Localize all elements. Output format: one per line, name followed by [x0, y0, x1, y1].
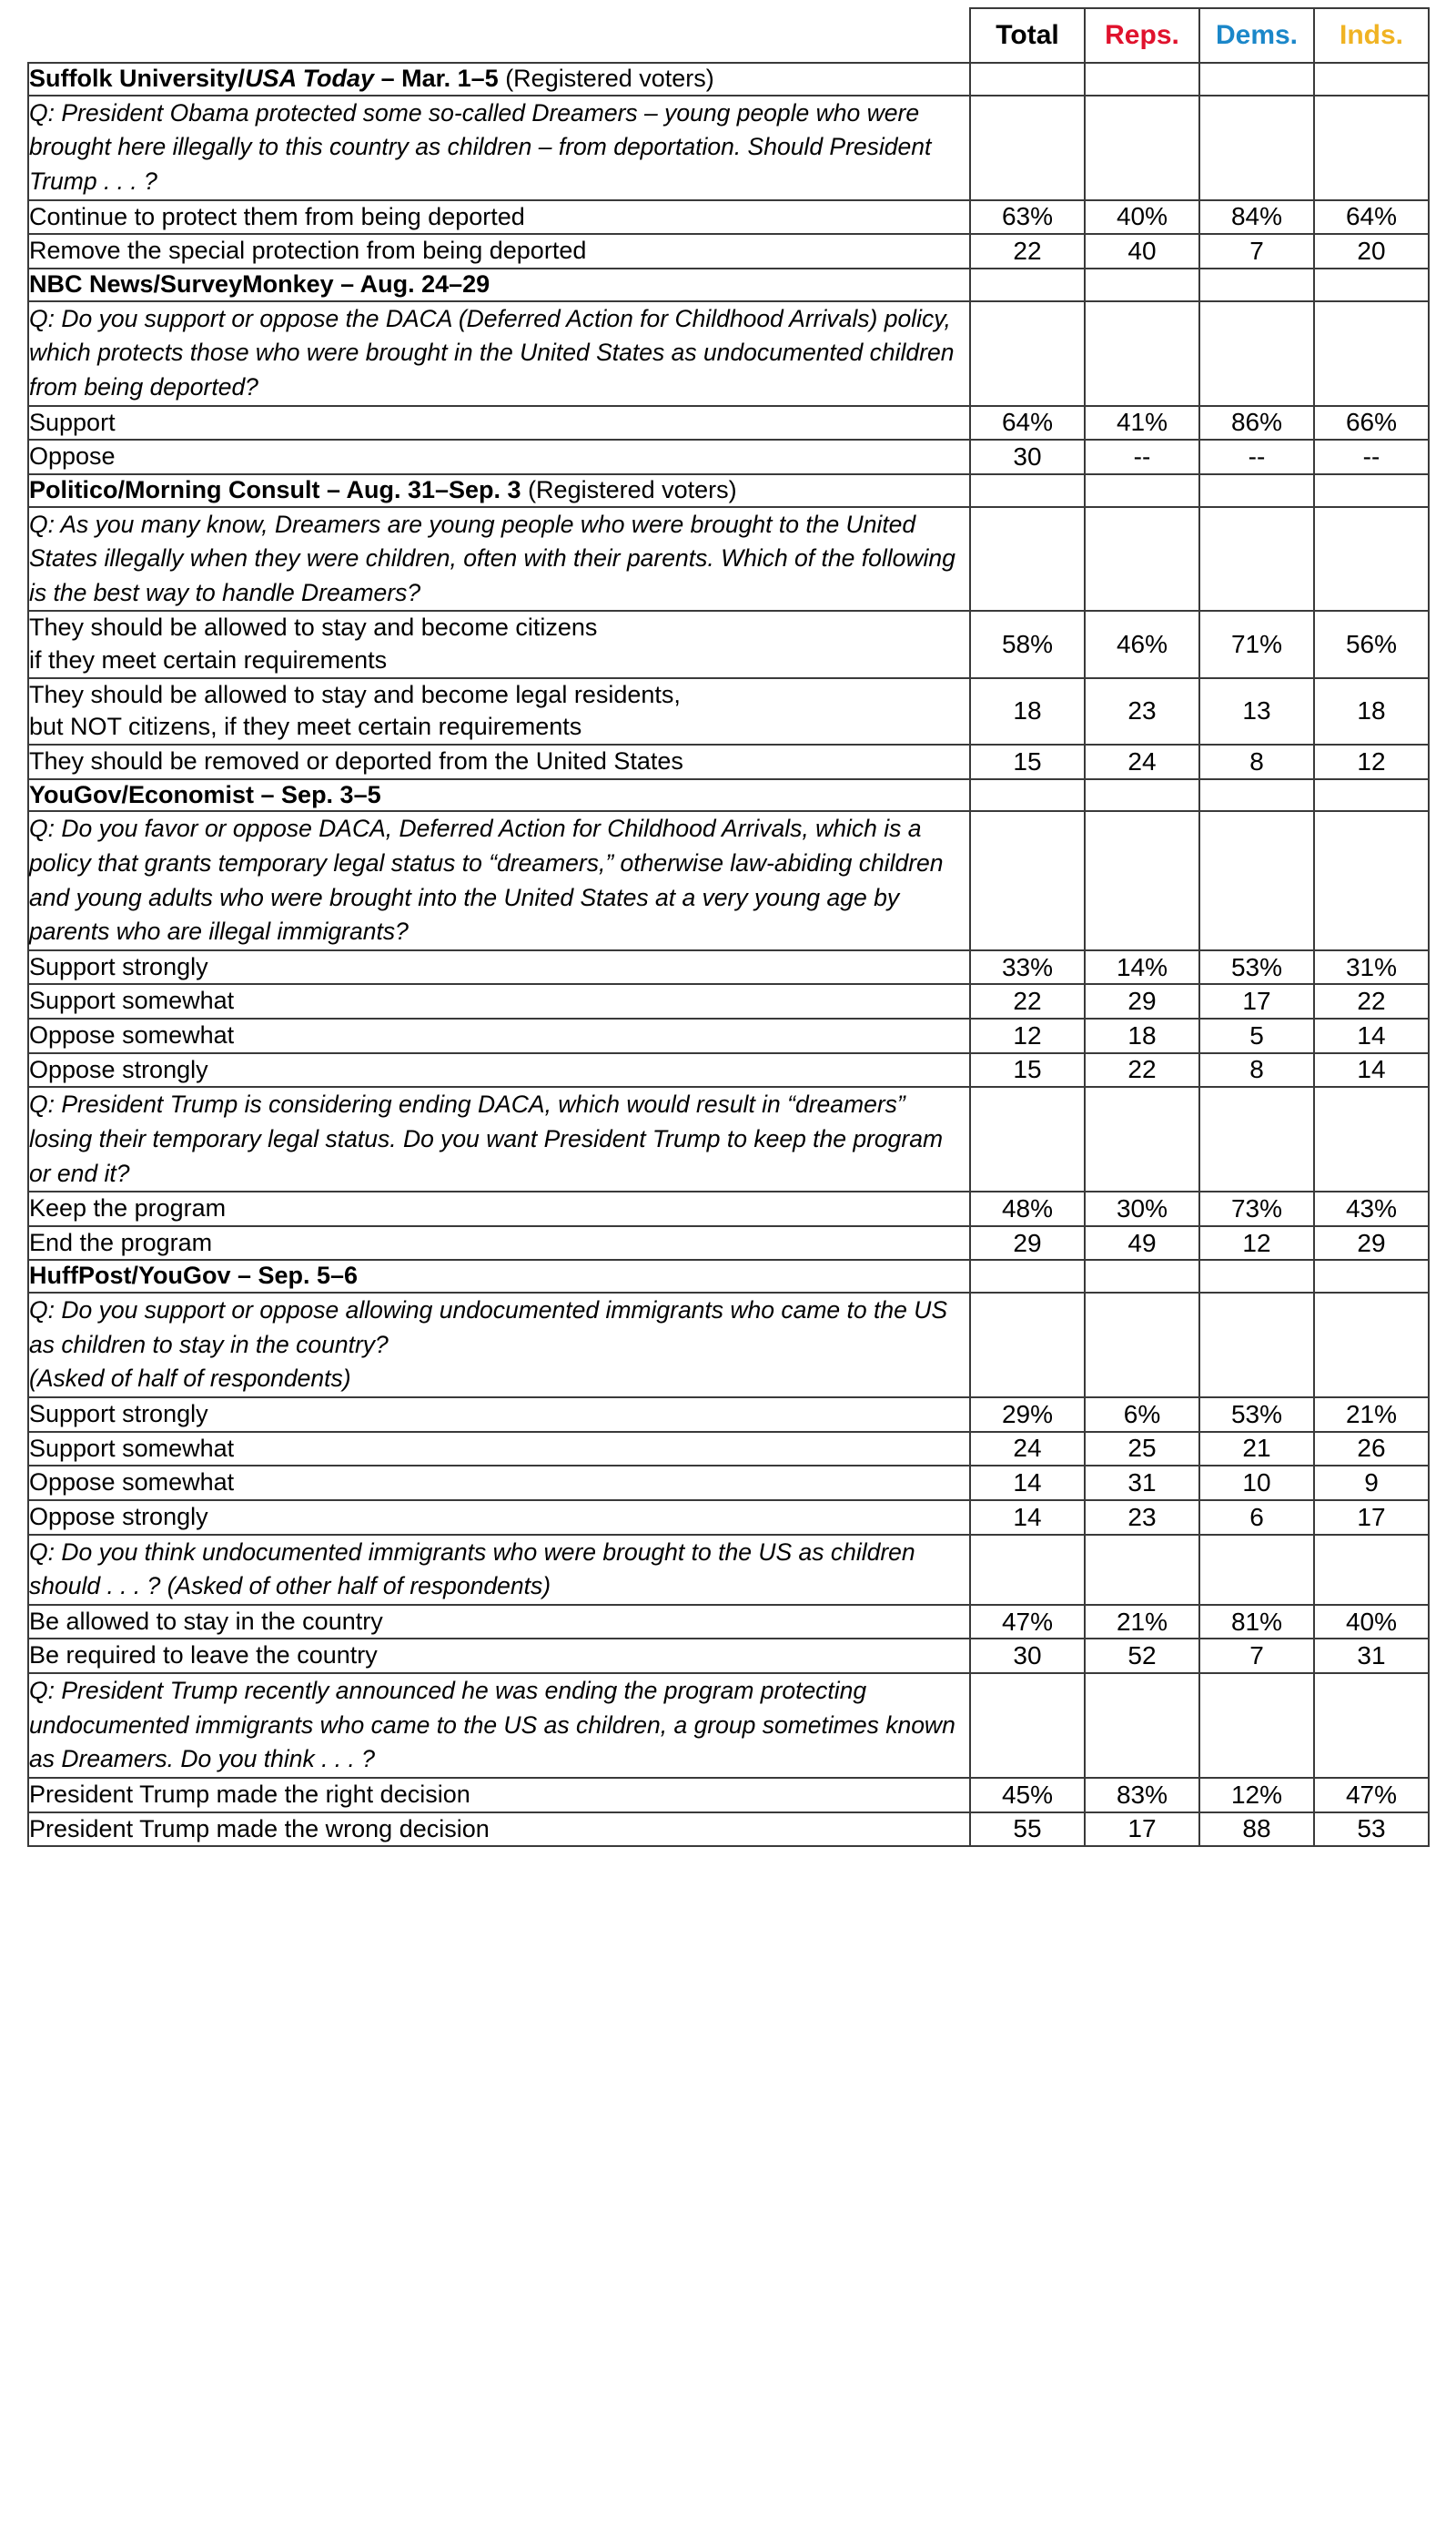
pollster-sample-note: (Registered voters): [498, 65, 714, 92]
question-empty-cell: [1199, 1673, 1314, 1778]
value-reps: 23: [1085, 678, 1199, 745]
value-total: 12: [970, 1019, 1085, 1053]
value-reps: 40%: [1085, 200, 1199, 235]
value-dems: 5: [1199, 1019, 1314, 1053]
value-inds: 47%: [1314, 1778, 1429, 1812]
question-empty-cell: [1314, 96, 1429, 200]
value-inds: 31: [1314, 1639, 1429, 1673]
pollster-section-empty-cell: [1314, 779, 1429, 812]
question-empty-cell: [1199, 301, 1314, 406]
answer-label: Oppose somewhat: [28, 1019, 970, 1053]
value-reps: 40: [1085, 234, 1199, 269]
value-total: 22: [970, 234, 1085, 269]
value-dems: 12%: [1199, 1778, 1314, 1812]
value-dems: 21: [1199, 1432, 1314, 1466]
pollster-name: [28, 63, 970, 96]
pollster-name-part: NBC News/SurveyMonkey – Aug. 24–29: [29, 269, 490, 298]
table-row: [28, 984, 1429, 1019]
value-dems: 81%: [1199, 1605, 1314, 1639]
value-dems: 86%: [1199, 406, 1314, 441]
table-row: [28, 440, 1429, 474]
pollster-section-row: [28, 1260, 1429, 1293]
value-inds: 9: [1314, 1466, 1429, 1500]
value-total: 30: [970, 440, 1085, 474]
value-dems: 53%: [1199, 1397, 1314, 1432]
value-dems: 12: [1199, 1226, 1314, 1261]
value-dems: 8: [1199, 745, 1314, 779]
question-empty-cell: [1199, 1535, 1314, 1605]
pollster-name: [28, 474, 970, 507]
question-row: [28, 301, 1429, 406]
pollster-section-empty-cell: [970, 1260, 1085, 1293]
value-total: 22: [970, 984, 1085, 1019]
value-reps: 23: [1085, 1500, 1199, 1535]
header-inds: Inds.: [1314, 8, 1429, 63]
table-row: [28, 1053, 1429, 1088]
question-row: [28, 507, 1429, 612]
header-total: Total: [970, 8, 1085, 63]
value-dems: 53%: [1199, 950, 1314, 985]
table-row: [28, 1605, 1429, 1639]
value-inds: 64%: [1314, 200, 1429, 235]
question-empty-cell: [970, 1087, 1085, 1192]
value-reps: 24: [1085, 745, 1199, 779]
pollster-section-row: [28, 474, 1429, 507]
header-dems: Dems.: [1199, 8, 1314, 63]
answer-label: Support strongly: [28, 1397, 970, 1432]
question-empty-cell: [1085, 811, 1199, 950]
value-reps: 22: [1085, 1053, 1199, 1088]
table-row: [28, 234, 1429, 269]
header-reps: Reps.: [1085, 8, 1199, 63]
table-row: [28, 406, 1429, 441]
value-inds: 17: [1314, 1500, 1429, 1535]
value-inds: 56%: [1314, 611, 1429, 677]
value-total: 48%: [970, 1192, 1085, 1226]
question-empty-cell: [1085, 507, 1199, 612]
table-row: [28, 950, 1429, 985]
question-empty-cell: [1314, 1087, 1429, 1192]
pollster-section-empty-cell: [1199, 1260, 1314, 1293]
value-dems: 71%: [1199, 611, 1314, 677]
value-dems: 10: [1199, 1466, 1314, 1500]
value-total: 58%: [970, 611, 1085, 677]
value-reps: 17: [1085, 1812, 1199, 1847]
value-dems: 13: [1199, 678, 1314, 745]
question-text: Q: Do you support or oppose the DACA (Deferred Action for Childhood Arrivals) policy, which protects those who were brought in the United States as undocumented children from being deported?: [28, 301, 970, 406]
pollster-section-empty-cell: [1199, 63, 1314, 96]
value-reps: 18: [1085, 1019, 1199, 1053]
question-empty-cell: [970, 1673, 1085, 1778]
question-text: Q: As you many know, Dreamers are young people who were brought to the United States illegally when they were children, often with their parents. Which of the following is the best way to handle Dreamers?: [28, 507, 970, 612]
value-total: 47%: [970, 1605, 1085, 1639]
value-total: 24: [970, 1432, 1085, 1466]
value-reps: 52: [1085, 1639, 1199, 1673]
value-reps: 21%: [1085, 1605, 1199, 1639]
answer-label: President Trump made the right decision: [28, 1778, 970, 1812]
question-empty-cell: [1314, 507, 1429, 612]
question-empty-cell: [1199, 507, 1314, 612]
table-body: [28, 63, 1429, 1846]
value-inds: 21%: [1314, 1397, 1429, 1432]
value-inds: 14: [1314, 1019, 1429, 1053]
value-inds: 43%: [1314, 1192, 1429, 1226]
value-reps: 25: [1085, 1432, 1199, 1466]
value-inds: --: [1314, 440, 1429, 474]
question-empty-cell: [1314, 1535, 1429, 1605]
table-row: [28, 678, 1429, 745]
value-inds: 18: [1314, 678, 1429, 745]
answer-label: Continue to protect them from being deported: [28, 200, 970, 235]
table-row: [28, 1812, 1429, 1847]
table-row: [28, 1226, 1429, 1261]
table-row: [28, 745, 1429, 779]
value-reps: 83%: [1085, 1778, 1199, 1812]
pollster-section-row: [28, 63, 1429, 96]
pollster-sample-note: (Registered voters): [521, 475, 737, 503]
value-reps: 41%: [1085, 406, 1199, 441]
question-empty-cell: [1199, 811, 1314, 950]
value-dems: 84%: [1199, 200, 1314, 235]
pollster-name-part: YouGov/Economist – Sep. 3–5: [29, 780, 381, 808]
value-dems: 7: [1199, 1639, 1314, 1673]
pollster-section-empty-cell: [1199, 269, 1314, 301]
value-inds: 40%: [1314, 1605, 1429, 1639]
question-empty-cell: [970, 301, 1085, 406]
question-empty-cell: [970, 1293, 1085, 1397]
pollster-section-empty-cell: [1085, 1260, 1199, 1293]
value-reps: 6%: [1085, 1397, 1199, 1432]
pollster-section-empty-cell: [1199, 779, 1314, 812]
header-blank: [28, 8, 970, 63]
pollster-name: [28, 1260, 970, 1293]
table-row: [28, 1432, 1429, 1466]
value-total: 14: [970, 1500, 1085, 1535]
value-total: 29: [970, 1226, 1085, 1261]
table-row: [28, 1466, 1429, 1500]
value-total: 30: [970, 1639, 1085, 1673]
answer-label: Oppose strongly: [28, 1053, 970, 1088]
value-reps: 14%: [1085, 950, 1199, 985]
question-empty-cell: [1085, 1087, 1199, 1192]
question-empty-cell: [970, 96, 1085, 200]
value-total: 45%: [970, 1778, 1085, 1812]
value-dems: 6: [1199, 1500, 1314, 1535]
question-empty-cell: [1314, 301, 1429, 406]
value-dems: 88: [1199, 1812, 1314, 1847]
question-row: [28, 1293, 1429, 1397]
value-inds: 20: [1314, 234, 1429, 269]
answer-label: President Trump made the wrong decision: [28, 1812, 970, 1847]
pollster-section-empty-cell: [970, 269, 1085, 301]
value-reps: --: [1085, 440, 1199, 474]
question-text: Q: Do you support or oppose allowing undocumented immigrants who came to the US as children to stay in the country? (Asked of half of respondents): [28, 1293, 970, 1397]
question-empty-cell: [1199, 96, 1314, 200]
answer-label: Support somewhat: [28, 1432, 970, 1466]
pollster-section-empty-cell: [1085, 269, 1199, 301]
answer-label: Oppose: [28, 440, 970, 474]
question-empty-cell: [1085, 96, 1199, 200]
value-total: 15: [970, 745, 1085, 779]
question-row: [28, 1087, 1429, 1192]
pollster-name-part: Politico/Morning Consult – Aug. 31–Sep. 3: [29, 475, 521, 503]
pollster-section-empty-cell: [1199, 474, 1314, 507]
pollster-name-italic-part: USA Today: [245, 65, 375, 92]
value-total: 18: [970, 678, 1085, 745]
question-empty-cell: [970, 811, 1085, 950]
answer-label: Oppose strongly: [28, 1500, 970, 1535]
answer-label: Be required to leave the country: [28, 1639, 970, 1673]
value-dems: 73%: [1199, 1192, 1314, 1226]
pollster-date-part: – Mar. 1–5: [374, 65, 499, 92]
pollster-section-empty-cell: [970, 474, 1085, 507]
pollster-section-empty-cell: [1314, 269, 1429, 301]
value-reps: 29: [1085, 984, 1199, 1019]
question-row: [28, 811, 1429, 950]
question-empty-cell: [1085, 1535, 1199, 1605]
value-dems: --: [1199, 440, 1314, 474]
value-inds: 31%: [1314, 950, 1429, 985]
table-row: [28, 200, 1429, 235]
question-empty-cell: [970, 507, 1085, 612]
value-inds: 14: [1314, 1053, 1429, 1088]
table-row: [28, 1397, 1429, 1432]
table-row: [28, 1192, 1429, 1226]
question-empty-cell: [1314, 1673, 1429, 1778]
value-inds: 53: [1314, 1812, 1429, 1847]
value-total: 63%: [970, 200, 1085, 235]
value-reps: 49: [1085, 1226, 1199, 1261]
question-empty-cell: [970, 1535, 1085, 1605]
value-dems: 17: [1199, 984, 1314, 1019]
pollster-section-row: [28, 269, 1429, 301]
pollster-section-empty-cell: [970, 779, 1085, 812]
value-reps: 30%: [1085, 1192, 1199, 1226]
value-inds: 29: [1314, 1226, 1429, 1261]
question-text: Q: President Trump recently announced he was ending the program protecting undocumented immigrants who came to the US as children, a group sometimes known as Dreamers. Do you think . . . ?: [28, 1673, 970, 1778]
value-reps: 31: [1085, 1466, 1199, 1500]
value-total: 55: [970, 1812, 1085, 1847]
value-total: 14: [970, 1466, 1085, 1500]
question-row: [28, 96, 1429, 200]
pollster-name-part: Suffolk University/: [29, 65, 246, 92]
question-empty-cell: [1314, 1293, 1429, 1397]
answer-label: They should be removed or deported from the United States: [28, 745, 970, 779]
pollster-section-row: [28, 779, 1429, 812]
answer-label: Keep the program: [28, 1192, 970, 1226]
pollster-section-empty-cell: [1314, 1260, 1429, 1293]
question-empty-cell: [1085, 301, 1199, 406]
pollster-section-empty-cell: [1085, 474, 1199, 507]
table-row: [28, 1500, 1429, 1535]
question-empty-cell: [1314, 811, 1429, 950]
value-total: 29%: [970, 1397, 1085, 1432]
question-row: [28, 1535, 1429, 1605]
answer-label: They should be allowed to stay and become legal residents, but NOT citizens, if they meet certain requirements: [28, 678, 970, 745]
answer-label: End the program: [28, 1226, 970, 1261]
question-empty-cell: [1085, 1673, 1199, 1778]
poll-results-table: [27, 7, 1430, 1847]
table-row: [28, 1019, 1429, 1053]
answer-label: Remove the special protection from being deported: [28, 234, 970, 269]
question-text: Q: Do you favor or oppose DACA, Deferred Action for Childhood Arrivals, which is a policy that grants temporary legal status to “dreamers,” otherwise law-abiding children and young adults who were brought into the United States at a very young age by parents who are illegal immigrants?: [28, 811, 970, 950]
answer-label: Be allowed to stay in the country: [28, 1605, 970, 1639]
table-row: [28, 1778, 1429, 1812]
pollster-name: [28, 779, 970, 812]
pollster-name-part: HuffPost/YouGov – Sep. 5–6: [29, 1262, 359, 1290]
value-inds: 26: [1314, 1432, 1429, 1466]
value-inds: 22: [1314, 984, 1429, 1019]
table-row: [28, 611, 1429, 677]
pollster-section-empty-cell: [1314, 474, 1429, 507]
answer-label: Support strongly: [28, 950, 970, 985]
pollster-section-empty-cell: [1085, 779, 1199, 812]
answer-label: Support somewhat: [28, 984, 970, 1019]
question-empty-cell: [1199, 1087, 1314, 1192]
value-reps: 46%: [1085, 611, 1199, 677]
poll-results-table-container: [27, 0, 1429, 1847]
question-empty-cell: [1085, 1293, 1199, 1397]
value-inds: 12: [1314, 745, 1429, 779]
answer-label: Support: [28, 406, 970, 441]
table-header-row: [28, 8, 1429, 63]
pollster-section-empty-cell: [1085, 63, 1199, 96]
table-row: [28, 1639, 1429, 1673]
value-dems: 8: [1199, 1053, 1314, 1088]
pollster-section-empty-cell: [970, 63, 1085, 96]
value-total: 64%: [970, 406, 1085, 441]
table-header: [28, 8, 1429, 63]
answer-label: Oppose somewhat: [28, 1466, 970, 1500]
value-dems: 7: [1199, 234, 1314, 269]
pollster-name: [28, 269, 970, 301]
question-text: Q: Do you think undocumented immigrants who were brought to the US as children should . . . ? (Asked of other half of respondents): [28, 1535, 970, 1605]
question-text: Q: President Trump is considering ending DACA, which would result in “dreamers” losing their temporary legal status. Do you want President Trump to keep the program or end it?: [28, 1087, 970, 1192]
pollster-section-empty-cell: [1314, 63, 1429, 96]
value-total: 33%: [970, 950, 1085, 985]
question-row: [28, 1673, 1429, 1778]
value-inds: 66%: [1314, 406, 1429, 441]
question-empty-cell: [1199, 1293, 1314, 1397]
answer-label: They should be allowed to stay and become citizens if they meet certain requirements: [28, 611, 970, 677]
question-text: Q: President Obama protected some so-called Dreamers – young people who were brought here illegally to this country as children – from deportation. Should President Trump . . . ?: [28, 96, 970, 200]
value-total: 15: [970, 1053, 1085, 1088]
